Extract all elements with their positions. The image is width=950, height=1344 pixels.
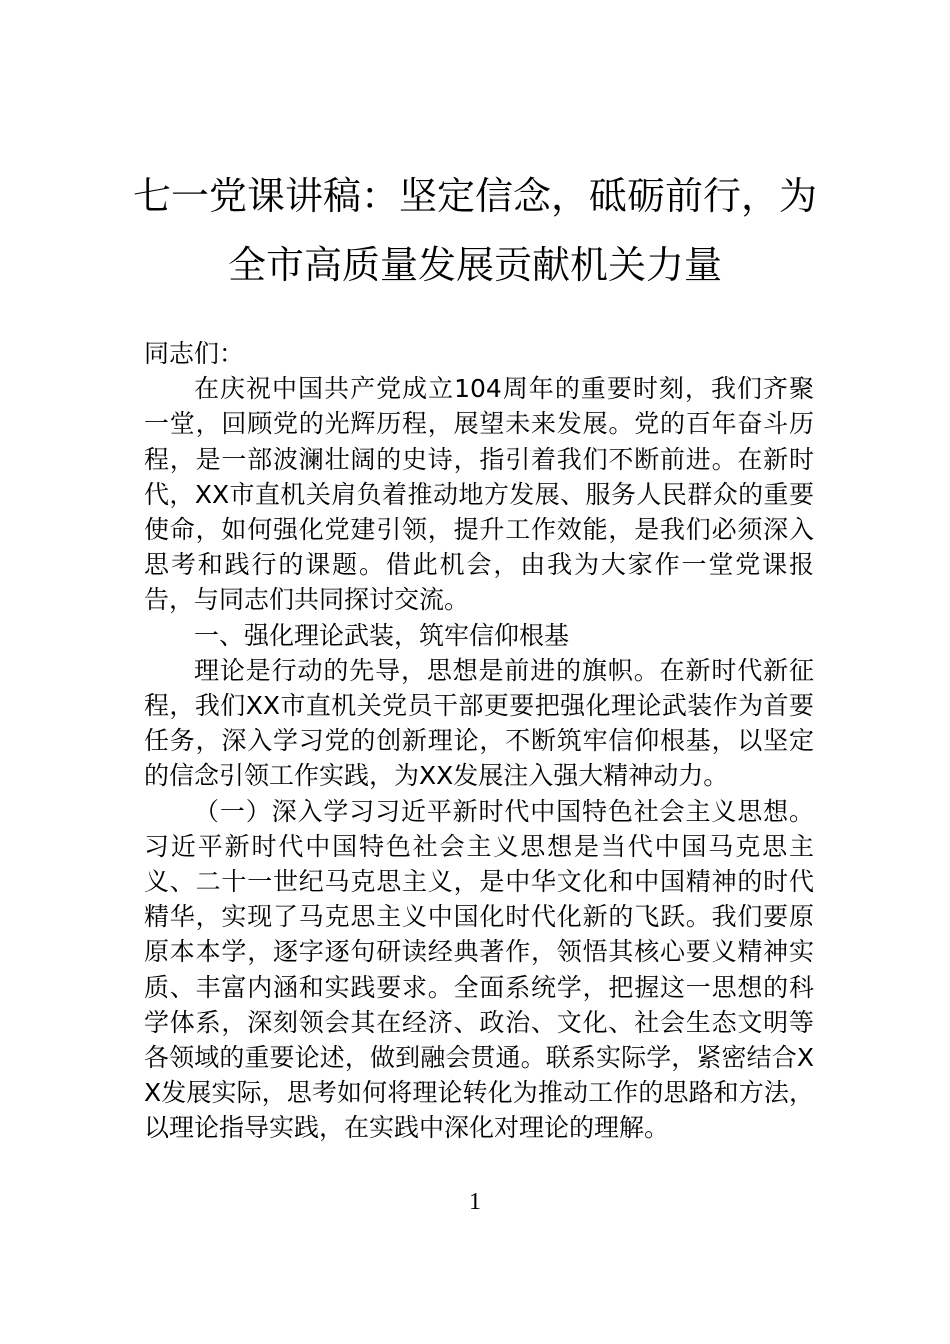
paragraph-intro: 在庆祝中国共产党成立104周年的重要时刻，我们齐聚一堂，回顾党的光辉历程，展望未来发展。党的百年奋斗历程，是一部波澜壮阔的史诗，指引着我们不断前进。在新时代，XX市直机关肩负着推动地方发展、服务人民群众的重要使命，如何强化党建引领，提升工作效能，是我们必须深入思考和践行的课题。借此机会，由我为大家作一堂党课报告，与同志们共同探讨交流。: [144, 374, 814, 615]
document-body: [144, 336, 814, 1146]
salutation: 同志们：: [144, 339, 245, 368]
document-title-line-2: 全市高质量发展贡献机关力量: [227, 243, 722, 287]
page-number: 1: [469, 1189, 481, 1215]
document-title-line-1: 七一党课讲稿：坚定信念，砥砺前行，为: [132, 174, 817, 218]
paragraph-subsection-1: （一）深入学习习近平新时代中国特色社会主义思想。习近平新时代中国特色社会主义思想是当代中国马克思主义、二十一世纪马克思主义，是中华文化和中国精神的时代精华，实现了马克思主义中国化时代化新的飞跃。我们要原原本本学，逐字逐句研读经典著作，领悟其核心要义精神实质、丰富内涵和实践要求。全面系统学，把握这一思想的科学体系，深刻领会其在经济、政治、文化、社会生态文明等各领域的重要论述，做到融会贯通。联系实际学，紧密结合XX发展实际，思考如何将理论转化为推动工作的思路和方法，以理论指导实践，在实践中深化对理论的理解。: [144, 796, 814, 1143]
paragraph-section-1: 理论是行动的先导，思想是前进的旗帜。在新时代新征程，我们XX市直机关党员干部更要把强化理论武装作为首要任务，深入学习党的创新理论，不断筑牢信仰根基，以坚定的信念引领工作实践，为XX发展注入强大精神动力。: [144, 655, 814, 791]
section-heading: 一、强化理论武装，筑牢信仰根基: [194, 620, 570, 650]
